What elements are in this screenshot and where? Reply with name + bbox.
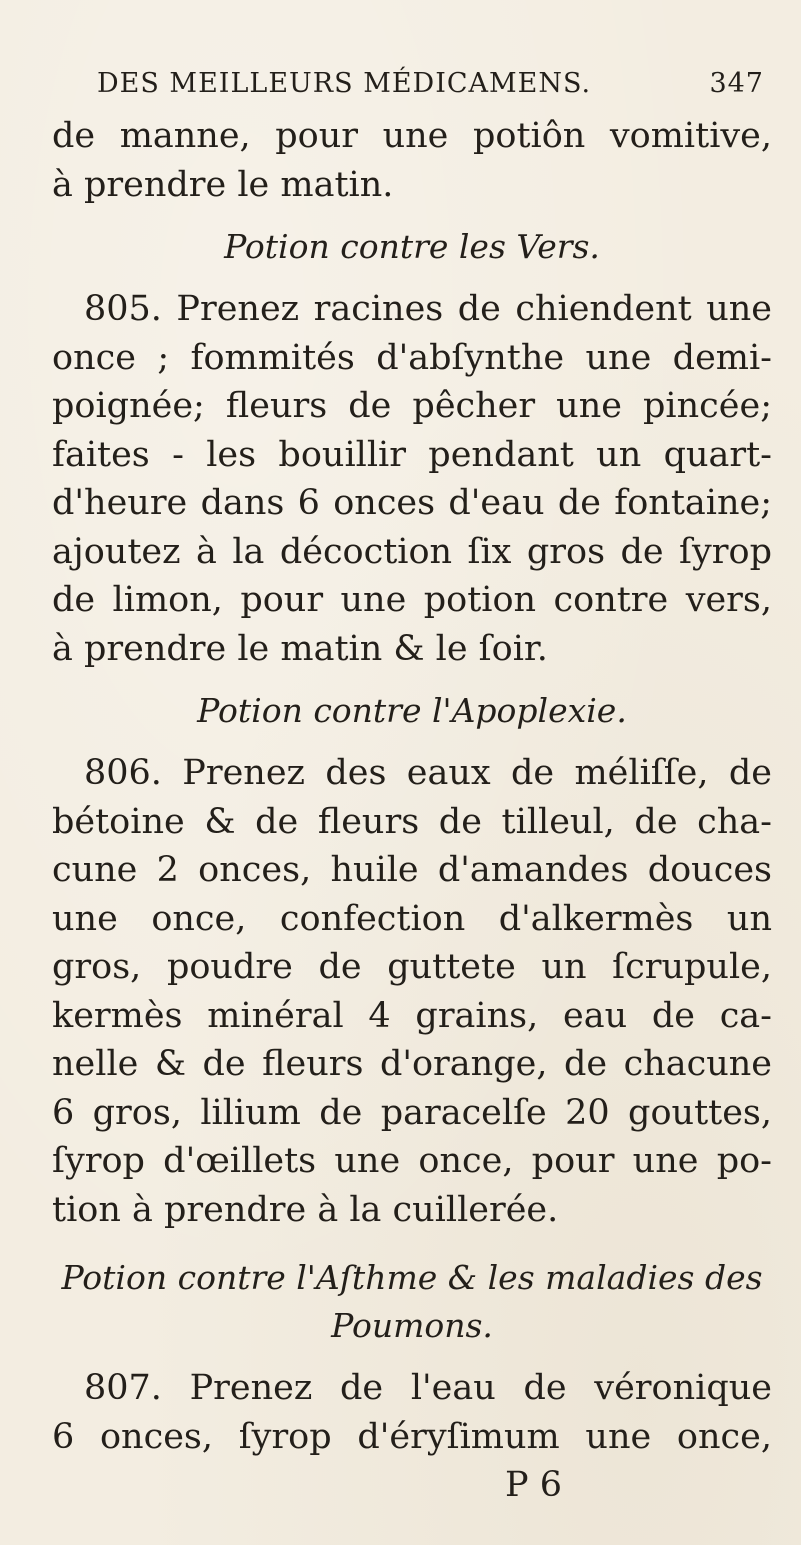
section-heading-asthme: Potion contre l'Aſthme & les maladies des (61, 1258, 763, 1297)
text-line: à prendre le matin. (52, 164, 394, 205)
paragraph-805-line: 805. Prenez racines de chiendent une (84, 289, 772, 329)
section-heading-asthme-cont: Poumons. (331, 1306, 493, 1345)
paragraph-806-line: cune 2 onces, huile d'amandes douces (52, 850, 772, 890)
paragraph-806-line: une once, confection d'alkermès un (52, 898, 772, 939)
paragraph-805-line: d'heure dans 6 onces d'eau de fontaine; (52, 483, 772, 523)
paragraph-806-line: bétoine & de fleurs de tilleul, de cha- (52, 801, 772, 842)
paragraph-805-line: de limon, pour une potion contre vers, (52, 580, 772, 620)
paragraph-806-line: gros, poudre de guttete un ſcrupule, (52, 947, 772, 987)
running-title: DES MEILLEURS MÉDICAMENS. (97, 68, 592, 99)
paragraph-805-line: once ; fommités d'abſynthe une demi- (52, 337, 772, 378)
paragraph-805-line: poignée; fleurs de pêcher une pincée; (52, 386, 772, 426)
paragraph-806-line: tion à prendre à la cuillerée. (52, 1189, 559, 1230)
paragraph-805-line: ajoutez à la décoction ſix gros de ſyrop (52, 531, 772, 572)
page-number: 347 (709, 68, 764, 99)
paragraph-806-line: nelle & de fleurs d'orange, de chacune (52, 1044, 772, 1084)
section-heading-apoplexie: Potion contre l'Apoplexie. (197, 691, 627, 730)
paragraph-806-line: ſyrop d'œillets une once, pour une po- (52, 1141, 772, 1181)
running-head (52, 68, 772, 112)
signature-mark: P 6 (505, 1465, 562, 1505)
paragraph-806-line: 806. Prenez des eaux de méliſſe, de (84, 753, 772, 793)
paragraph-807-line: 6 onces, ſyrop d'éryſimum une once, (52, 1416, 772, 1457)
paragraph-805-line: à prendre le matin & le ſoir. (52, 628, 548, 669)
paragraph-807-line: 807. Prenez de l'eau de véronique (84, 1368, 772, 1408)
section-heading-vers: Potion contre les Vers. (224, 227, 600, 266)
paragraph-805-line: faites - les bouillir pendant un quart- (52, 434, 772, 475)
paragraph-806-line: 6 gros, lilium de paracelſe 20 gouttes, (52, 1092, 772, 1133)
paragraph-806-line: kermès minéral 4 grains, eau de ca- (52, 995, 772, 1036)
text-line: de manne, pour une potiôn vomitive, (52, 116, 772, 156)
text-block (52, 68, 772, 1510)
